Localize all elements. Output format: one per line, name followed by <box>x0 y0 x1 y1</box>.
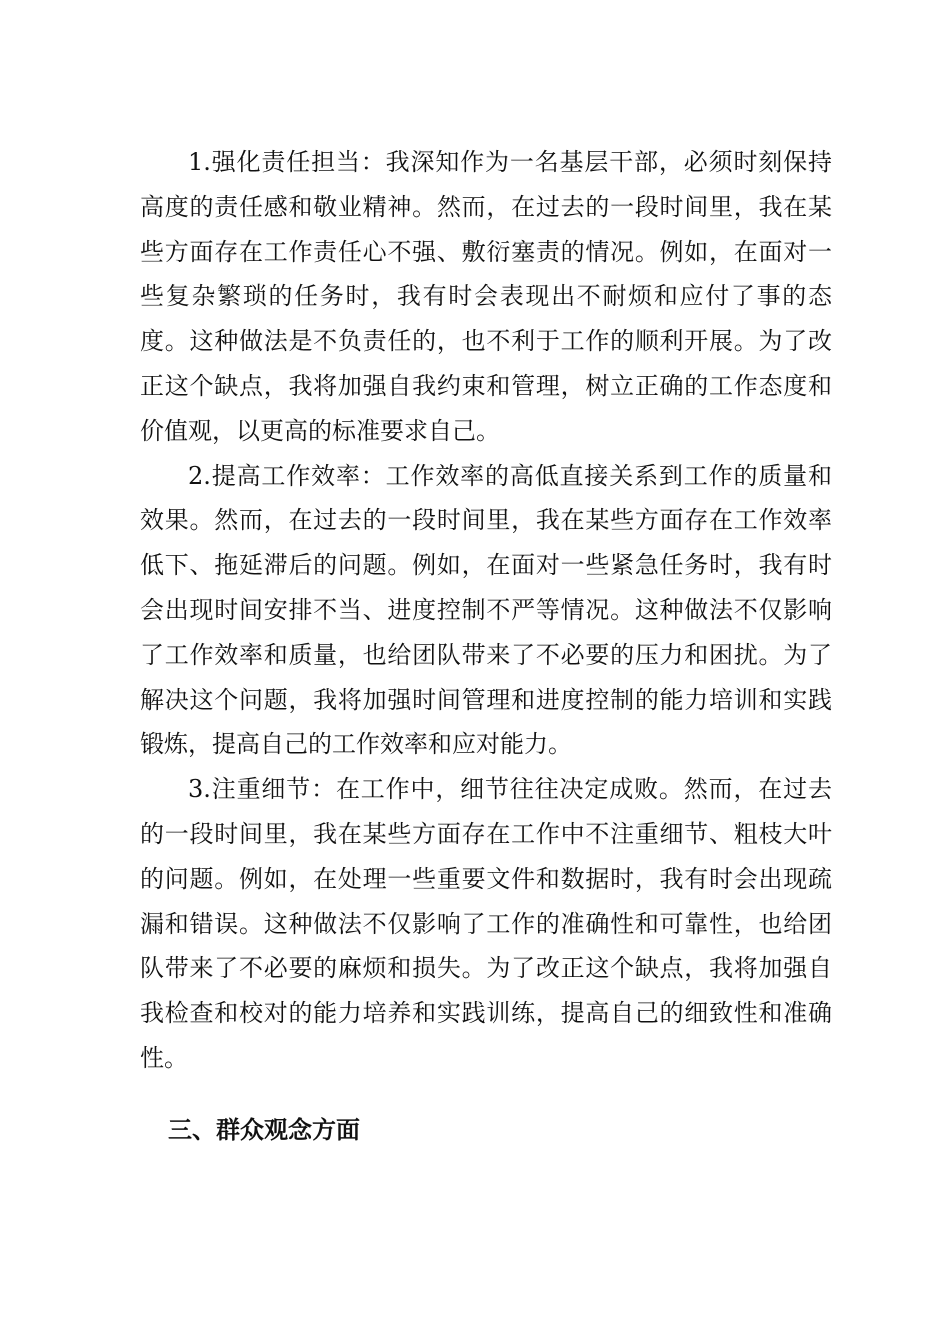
paragraph-details: 3.注重细节：在工作中，细节往往决定成败。然而，在过去的一段时间里，我在某些方面存在工作中不注重细节、粗枝大叶的问题。例如，在处理一些重要文件和数据时，我有时会出现疏漏和错误。这种做法不仅影响了工作的准确性和可靠性，也给团队带来了不必要的麻烦和损失。为了改正这个缺点，我将加强自我检查和校对的能力培养和实践训练，提高自己的细致性和准确性。 <box>140 775 832 1072</box>
section-heading: 三、群众观念方面 <box>168 1116 360 1144</box>
body-text <box>140 140 832 1081</box>
paragraph-efficiency: 2.提高工作效率：工作效率的高低直接关系到工作的质量和效果。然而，在过去的一段时间里，我在某些方面存在工作效率低下、拖延滞后的问题。例如，在面对一些紧急任务时，我有时会出现时间安排不当、进度控制不严等情况。这种做法不仅影响了工作效率和质量，也给团队带来了不必要的压力和困扰。为了解决这个问题，我将加强时间管理和进度控制的能力培训和实践锻炼，提高自己的工作效率和应对能力。 <box>140 461 832 759</box>
paragraph-responsibility: 1.强化责任担当：我深知作为一名基层干部，必须时刻保持高度的责任感和敬业精神。然而，在过去的一段时间里，我在某些方面存在工作责任心不强、敷衍塞责的情况。例如，在面对一些复杂繁琐的任务时，我有时会表现出不耐烦和应付了事的态度。这种做法是不负责任的，也不利于工作的顺利开展。为了改正这个缺点，我将加强自我约束和管理，树立正确的工作态度和价值观，以更高的标准要求自己。 <box>140 148 832 445</box>
